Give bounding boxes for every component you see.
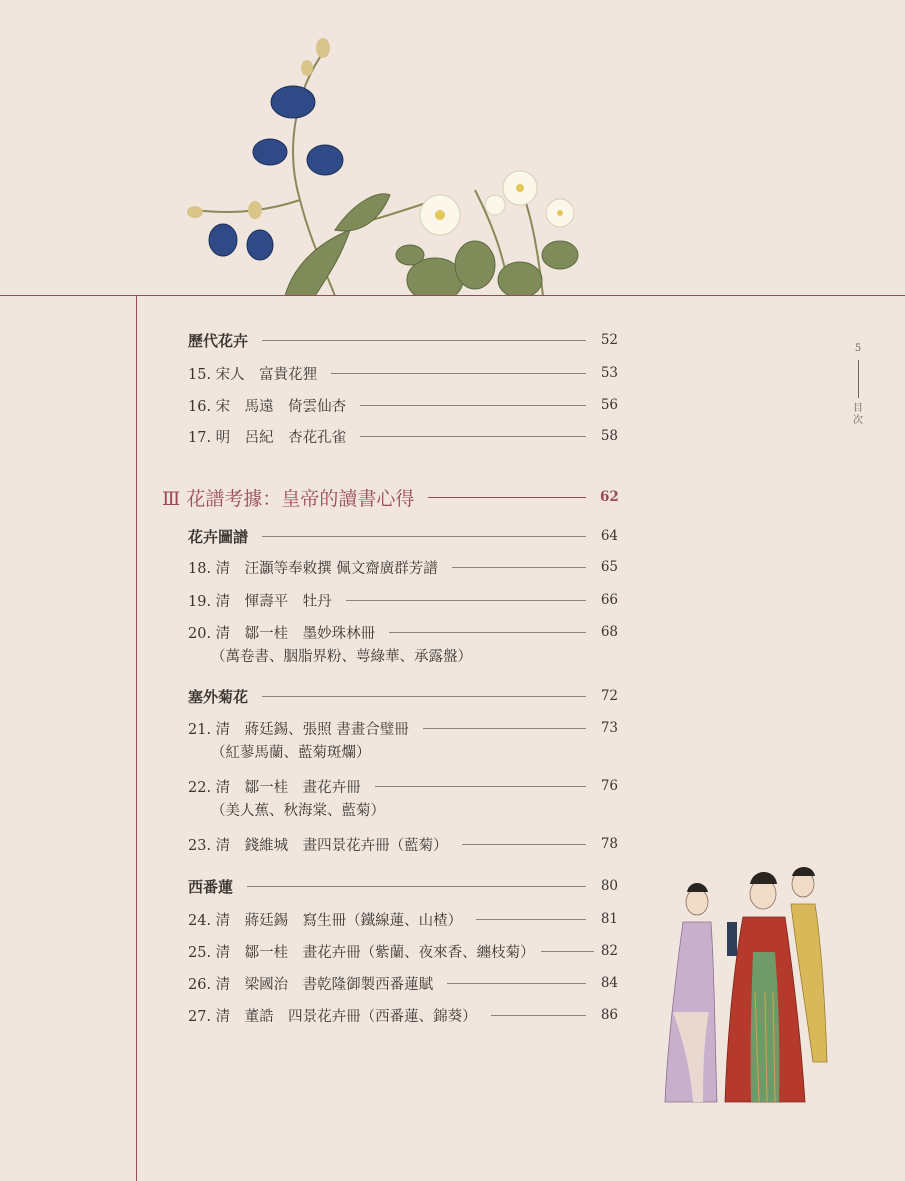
toc-entry[interactable]: 15. 宋人 富貴花狸 53 xyxy=(188,365,618,383)
toc-entry[interactable]: 16. 宋 馬遠 倚雲仙杏 56 xyxy=(188,397,618,415)
page-ref: 66 xyxy=(600,592,618,608)
toc-heading[interactable]: 塞外菊花 72 xyxy=(188,687,618,706)
page-ref: 58 xyxy=(600,428,618,444)
page-ref: 56 xyxy=(600,397,618,413)
toc-heading[interactable]: 西番蓮 80 xyxy=(188,877,618,896)
figures-illustration xyxy=(655,862,830,1107)
flower-illustration xyxy=(175,30,595,296)
page-ref: 52 xyxy=(600,332,618,348)
page-ref: 65 xyxy=(600,559,618,575)
page-ref: 64 xyxy=(600,528,618,544)
toc-entry-subtitle: （紅蓼馬蘭、藍菊斑爛） xyxy=(211,745,371,761)
toc-entry[interactable]: 22. 清 鄒一桂 畫花卉冊 76 xyxy=(188,778,618,796)
toc-section-heading[interactable]: Ⅲ 花譜考據：皇帝的讀書心得 62 xyxy=(162,487,619,510)
page-ref: 82 xyxy=(600,943,618,959)
toc-entry[interactable]: 27. 清 董誥 四景花卉冊（西番蓮、錦葵） 86 xyxy=(188,1007,618,1025)
toc-entry[interactable]: 26. 清 梁國治 書乾隆御製西番蓮賦 84 xyxy=(188,975,618,993)
toc-entry-subtitle: （萬卷書、胭脂界粉、萼綠華、承露盤） xyxy=(211,649,472,665)
toc-entry[interactable]: 17. 明 呂紀 杏花孔雀 58 xyxy=(188,428,618,446)
page-number: 5 xyxy=(854,343,862,354)
page-ref: 73 xyxy=(600,720,618,736)
page-marker xyxy=(850,343,866,427)
section-label: 目次 xyxy=(853,403,863,426)
page-marker-line xyxy=(858,360,859,398)
toc-entry[interactable]: 21. 清 蔣廷錫、張照 書畫合璧冊 73 xyxy=(188,720,618,738)
page-ref: 78 xyxy=(600,836,618,852)
toc-entry[interactable]: 24. 清 蔣廷錫 寫生冊（鐵線蓮、山楂） 81 xyxy=(188,911,618,929)
toc-entry-subtitle: （美人蕉、秋海棠、藍菊） xyxy=(211,803,385,819)
margin-rule xyxy=(136,295,137,1181)
page-ref: 72 xyxy=(600,688,618,704)
page-ref: 86 xyxy=(600,1007,618,1023)
toc-entry[interactable]: 20. 清 鄒一桂 墨妙珠林冊 68 xyxy=(188,624,618,642)
toc-heading[interactable]: 歷代花卉 52 xyxy=(188,331,618,350)
page-ref: 81 xyxy=(600,911,618,927)
toc-entry[interactable]: 18. 清 汪灝等奉敕撰 佩文齋廣群芳譜 65 xyxy=(188,559,618,577)
page-ref: 53 xyxy=(600,365,618,381)
toc-entry[interactable]: 23. 清 錢維城 畫四景花卉冊（藍菊） 78 xyxy=(188,836,618,854)
toc-heading[interactable]: 花卉圖譜 64 xyxy=(188,527,618,546)
toc-entry[interactable]: 19. 清 惲壽平 牡丹 66 xyxy=(188,592,618,610)
page-ref: 62 xyxy=(600,489,619,505)
page-ref: 84 xyxy=(600,975,618,991)
page-ref: 76 xyxy=(600,778,618,794)
page-ref: 68 xyxy=(600,624,618,640)
toc-entry[interactable]: 25. 清 鄒一桂 畫花卉冊（紫蘭、夜來香、纏枝菊） 82 xyxy=(188,943,618,961)
page-ref: 80 xyxy=(600,878,618,894)
